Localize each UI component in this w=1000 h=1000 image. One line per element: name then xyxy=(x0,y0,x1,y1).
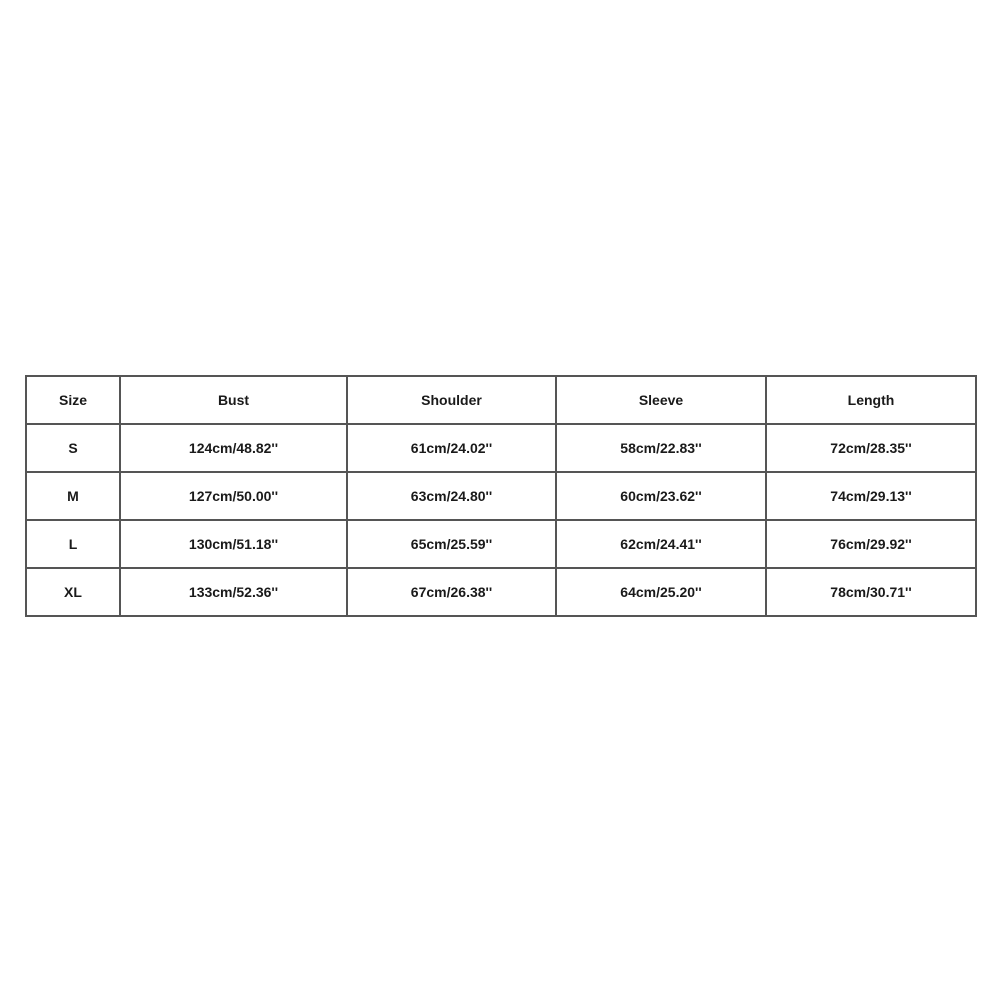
cell-sleeve: 62cm/24.41'' xyxy=(556,520,766,568)
header-sleeve: Sleeve xyxy=(556,376,766,424)
cell-length: 76cm/29.92'' xyxy=(766,520,976,568)
cell-size: L xyxy=(26,520,120,568)
cell-shoulder: 65cm/25.59'' xyxy=(347,520,556,568)
header-length: Length xyxy=(766,376,976,424)
cell-bust: 133cm/52.36'' xyxy=(120,568,347,616)
header-bust: Bust xyxy=(120,376,347,424)
table-row xyxy=(26,568,976,616)
table-row xyxy=(26,424,976,472)
cell-length: 78cm/30.71'' xyxy=(766,568,976,616)
cell-size: M xyxy=(26,472,120,520)
size-chart-table xyxy=(25,375,977,617)
cell-sleeve: 58cm/22.83'' xyxy=(556,424,766,472)
cell-shoulder: 61cm/24.02'' xyxy=(347,424,556,472)
cell-sleeve: 60cm/23.62'' xyxy=(556,472,766,520)
cell-shoulder: 63cm/24.80'' xyxy=(347,472,556,520)
cell-size: S xyxy=(26,424,120,472)
header-shoulder: Shoulder xyxy=(347,376,556,424)
cell-bust: 124cm/48.82'' xyxy=(120,424,347,472)
table-row xyxy=(26,472,976,520)
cell-sleeve: 64cm/25.20'' xyxy=(556,568,766,616)
cell-bust: 130cm/51.18'' xyxy=(120,520,347,568)
header-size: Size xyxy=(26,376,120,424)
table-header-row xyxy=(26,376,976,424)
cell-length: 74cm/29.13'' xyxy=(766,472,976,520)
cell-length: 72cm/28.35'' xyxy=(766,424,976,472)
table-row xyxy=(26,520,976,568)
cell-bust: 127cm/50.00'' xyxy=(120,472,347,520)
cell-shoulder: 67cm/26.38'' xyxy=(347,568,556,616)
cell-size: XL xyxy=(26,568,120,616)
